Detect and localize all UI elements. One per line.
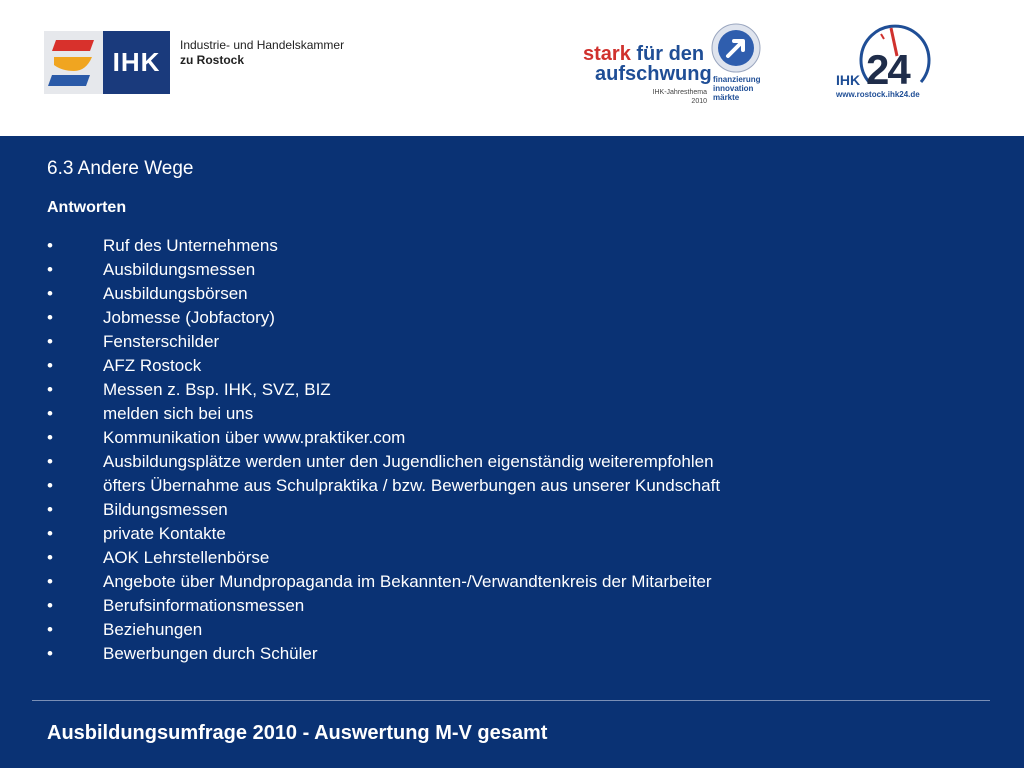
list-item: [47, 306, 720, 330]
bullet-point: •: [47, 572, 53, 591]
bullet-point: •: [47, 308, 53, 327]
bullet-point: •: [47, 524, 53, 543]
chamber-name-line1: Industrie- und Handelskammer: [180, 38, 345, 52]
answer-text: öfters Übernahme aus Schulpraktika / bzw. Bewerbungen aus unserer Kundschaft: [103, 476, 721, 495]
footer-title: Ausbildungsumfrage 2010 - Auswertung M-V gesamt: [47, 722, 548, 744]
answer-text: private Kontakte: [103, 524, 226, 543]
bullet-point: •: [47, 620, 53, 639]
bullet-point: •: [47, 548, 53, 567]
campaign-topic-3: märkte: [713, 93, 740, 102]
chamber-name-line2: zu Rostock: [180, 53, 245, 67]
footer-divider: [32, 700, 990, 701]
chamber-name: [180, 38, 344, 68]
answer-text: Bildungsmessen: [103, 500, 228, 519]
ihk24-prefix: IHK: [836, 72, 861, 88]
ihk24-number: 24: [866, 46, 909, 93]
answer-text: AFZ Rostock: [103, 356, 202, 375]
answer-text: Jobmesse (Jobfactory): [103, 308, 275, 327]
list-item: [47, 618, 720, 642]
bullet-point: •: [47, 428, 53, 447]
list-item: [47, 546, 720, 570]
list-item: [47, 402, 720, 426]
ihk-emblem-icon: [44, 31, 103, 94]
content-panel: [0, 136, 1024, 768]
list-item: [47, 330, 720, 354]
list-item: [47, 570, 720, 594]
answer-text: Berufsinformationsmessen: [103, 596, 305, 615]
sub-heading: Antworten: [47, 199, 127, 216]
campaign-theme: [649, 88, 707, 106]
bullet-point: •: [47, 284, 53, 303]
answer-text: Beziehungen: [103, 620, 203, 639]
list-item: [47, 234, 720, 258]
list-item: [47, 594, 720, 618]
list-item: [47, 642, 720, 666]
bullet-point: •: [47, 644, 53, 663]
answer-text: Ausbildungsplätze werden unter den Jugendlichen eigenständig weiterempfohlen: [103, 452, 714, 471]
campaign-word-aufschwung: aufschwung: [595, 63, 712, 85]
bullet-point: •: [47, 332, 53, 351]
bullet-point: •: [47, 356, 53, 375]
upward-arrow-globe-icon: [708, 22, 764, 74]
campaign-word-fuer-den: für den: [636, 43, 705, 65]
list-item: [47, 450, 720, 474]
campaign-theme-line2: 2010: [691, 98, 707, 105]
list-item: [47, 378, 720, 402]
list-item: [47, 498, 720, 522]
answer-text: Ausbildungsmessen: [103, 260, 256, 279]
campaign-topic-2: innovation: [713, 84, 754, 93]
list-item: [47, 426, 720, 450]
bullet-point: •: [47, 476, 53, 495]
list-item: [47, 354, 720, 378]
campaign-topic-1: finanzierung: [713, 75, 761, 84]
section-title: 6.3 Andere Wege: [47, 158, 194, 179]
bullet-point: •: [47, 596, 53, 615]
answer-text: Kommunikation über www.praktiker.com: [103, 428, 406, 447]
list-item: [47, 474, 720, 498]
list-item: [47, 258, 720, 282]
campaign-logo: [583, 22, 783, 108]
answer-text: Ruf des Unternehmens: [103, 236, 278, 255]
list-item: [47, 282, 720, 306]
bullet-point: •: [47, 380, 53, 399]
campaign-topics: [713, 75, 761, 102]
answer-text: Messen z. Bsp. IHK, SVZ, BIZ: [103, 380, 331, 399]
slide-header: [0, 0, 1024, 136]
answer-text: Angebote über Mundpropaganda im Bekannten-/Verwandtenkreis der Mitarbeiter: [103, 572, 712, 591]
answer-text: AOK Lehrstellenbörse: [103, 548, 270, 567]
answer-list: [47, 234, 720, 666]
bullet-point: •: [47, 500, 53, 519]
bullet-point: •: [47, 404, 53, 423]
answer-text: Fensterschilder: [103, 332, 220, 351]
campaign-theme-line1: IHK-Jahresthema: [652, 89, 707, 96]
ihk-logo: [44, 31, 170, 94]
bullet-point: •: [47, 260, 53, 279]
answer-text: Bewerbungen durch Schüler: [103, 644, 318, 663]
ihk24-logo: [833, 20, 953, 106]
bullet-point: •: [47, 236, 53, 255]
ihk24-url: www.rostock.ihk24.de: [836, 90, 920, 99]
bullet-point: •: [47, 452, 53, 471]
answer-text: melden sich bei uns: [103, 404, 254, 423]
campaign-word-stark: stark: [583, 43, 631, 65]
list-item: [47, 522, 720, 546]
answer-text: Ausbildungsbörsen: [103, 284, 248, 303]
ihk-logo-text: IHK: [103, 31, 170, 94]
